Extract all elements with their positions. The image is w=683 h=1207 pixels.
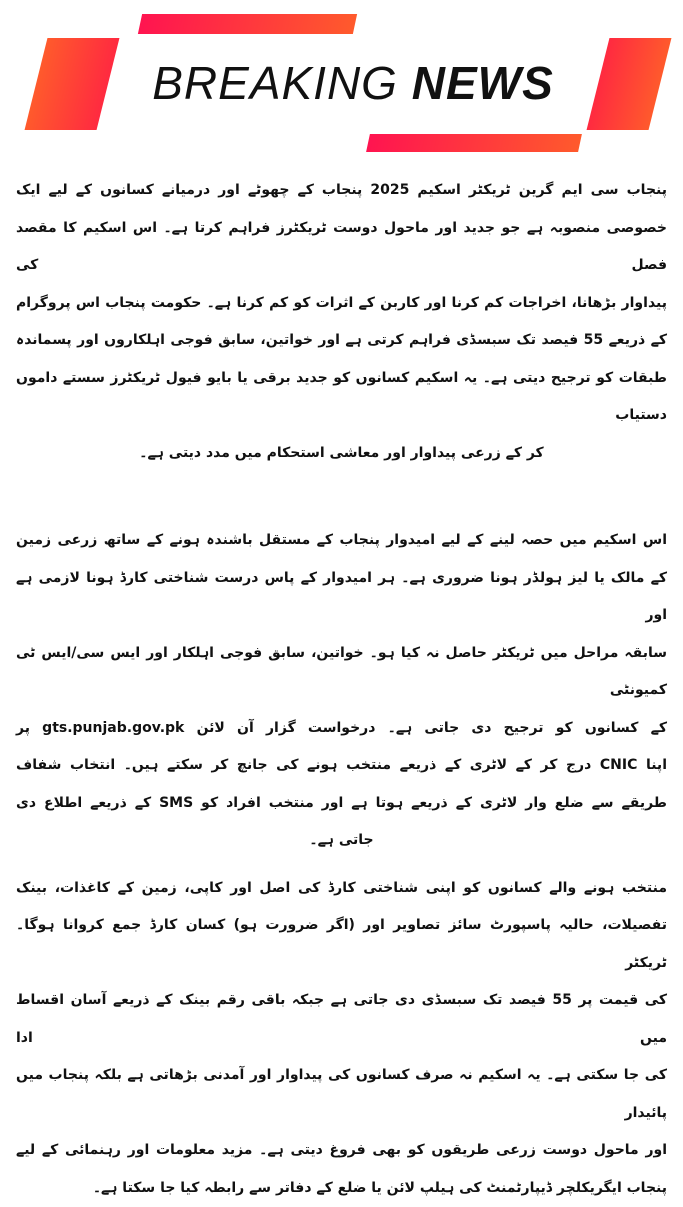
text-line: جاتی ہے۔ bbox=[16, 822, 667, 860]
headline bbox=[128, 56, 578, 110]
article-paragraph-3 bbox=[16, 870, 667, 1207]
text-line: کے کسانوں کو ترجیح دی جاتی ہے۔ درخواست گزار آن لائن gts.punjab.gov.pk پر bbox=[16, 710, 667, 748]
text-line: منتخب ہونے والے کسانوں کو اپنی شناختی کارڈ کی اصل اور کاپی، زمین کے کاغذات، بینک bbox=[16, 870, 667, 908]
article-paragraph-1 bbox=[16, 172, 667, 472]
text-line: کر کے زرعی پیداوار اور معاشی استحکام میں مدد دیتی ہے۔ bbox=[16, 435, 667, 473]
text-line: پنجاب ایگریکلچر ڈیپارٹمنٹ کی ہیلپ لائن یا ضلع کے دفاتر سے رابطہ کیا جا سکتا ہے۔ bbox=[16, 1170, 667, 1207]
text-line: طبقات کو ترجیح دیتی ہے۔ یہ اسکیم کسانوں کو جدید برقی یا بایو فیول ٹریکٹرز سستے داموں دستیاب bbox=[16, 360, 667, 435]
text-line: پنجاب سی ایم گرین ٹریکٹر اسکیم 2025 پنجاب کے چھوٹے اور درمیانے کسانوں کے لیے ایک bbox=[16, 172, 667, 210]
text-line: کے ذریعے 55 فیصد تک سبسڈی فراہم کرتی ہے اور خواتین، سابق فوجی اہلکاروں اور پسماندہ bbox=[16, 322, 667, 360]
text-line: اس اسکیم میں حصہ لینے کے لیے امیدوار پنجاب کے مستقل باشندہ ہونے کے ساتھ زرعی زمین bbox=[16, 522, 667, 560]
text-line: پیداوار بڑھانا، اخراجات کم کرنا اور کاربن کے اثرات کو کم کرنا ہے۔ حکومت پنجاب اس پروگرام bbox=[16, 285, 667, 323]
article-paragraph-2 bbox=[16, 522, 667, 860]
headline-news: NEWS bbox=[412, 57, 554, 109]
text-line: خصوصی منصوبہ ہے جو جدید اور ماحول دوست ٹریکٹرز فراہم کرتا ہے۔ اس اسکیم کا مقصد فصل کی bbox=[16, 210, 667, 285]
article-body bbox=[16, 172, 667, 1207]
text-line: کی جا سکتی ہے۔ یہ اسکیم نہ صرف کسانوں کی پیداوار اور آمدنی بڑھاتی ہے بلکہ پنجاب میں پائیدار bbox=[16, 1057, 667, 1132]
text-line: کے مالک یا لیز ہولڈر ہونا ضروری ہے۔ ہر امیدوار کے پاس درست شناختی کارڈ ہونا لازمی ہے اور bbox=[16, 560, 667, 635]
text-line: سابقہ مراحل میں ٹریکٹر حاصل نہ کیا ہو۔ خواتین، سابق فوجی اہلکار اور ایس سی/ایس ٹی کمیونٹی bbox=[16, 635, 667, 710]
text-line: اپنا CNIC درج کر کے لاٹری کے ذریعے منتخب ہونے کی جانچ کر سکتے ہیں۔ انتخاب شفاف bbox=[16, 747, 667, 785]
text-line: طریقے سے ضلع وار لاٹری کے ذریعے ہوتا ہے اور منتخب افراد کو SMS کے ذریعے اطلاع دی bbox=[16, 785, 667, 823]
text-line: اور ماحول دوست زرعی طریقوں کو بھی فروغ دیتی ہے۔ مزید معلومات اور رہنمائی کے لیے bbox=[16, 1132, 667, 1170]
banner-left-slash bbox=[25, 38, 120, 130]
banner-right-slash bbox=[587, 38, 672, 130]
headline-breaking: BREAKING bbox=[152, 57, 398, 109]
banner-bottom-bar bbox=[366, 134, 582, 152]
text-line: کی قیمت پر 55 فیصد تک سبسڈی دی جاتی ہے جبکہ باقی رقم بینک کے ذریعے آسان اقساط میں ادا bbox=[16, 982, 667, 1057]
banner-top-bar bbox=[138, 14, 357, 34]
text-line: تفصیلات، حالیہ پاسپورٹ سائز تصاویر اور (اگر ضرورت ہو) کسان کارڈ جمع کروانا ہوگا۔ ٹریکٹر bbox=[16, 907, 667, 982]
